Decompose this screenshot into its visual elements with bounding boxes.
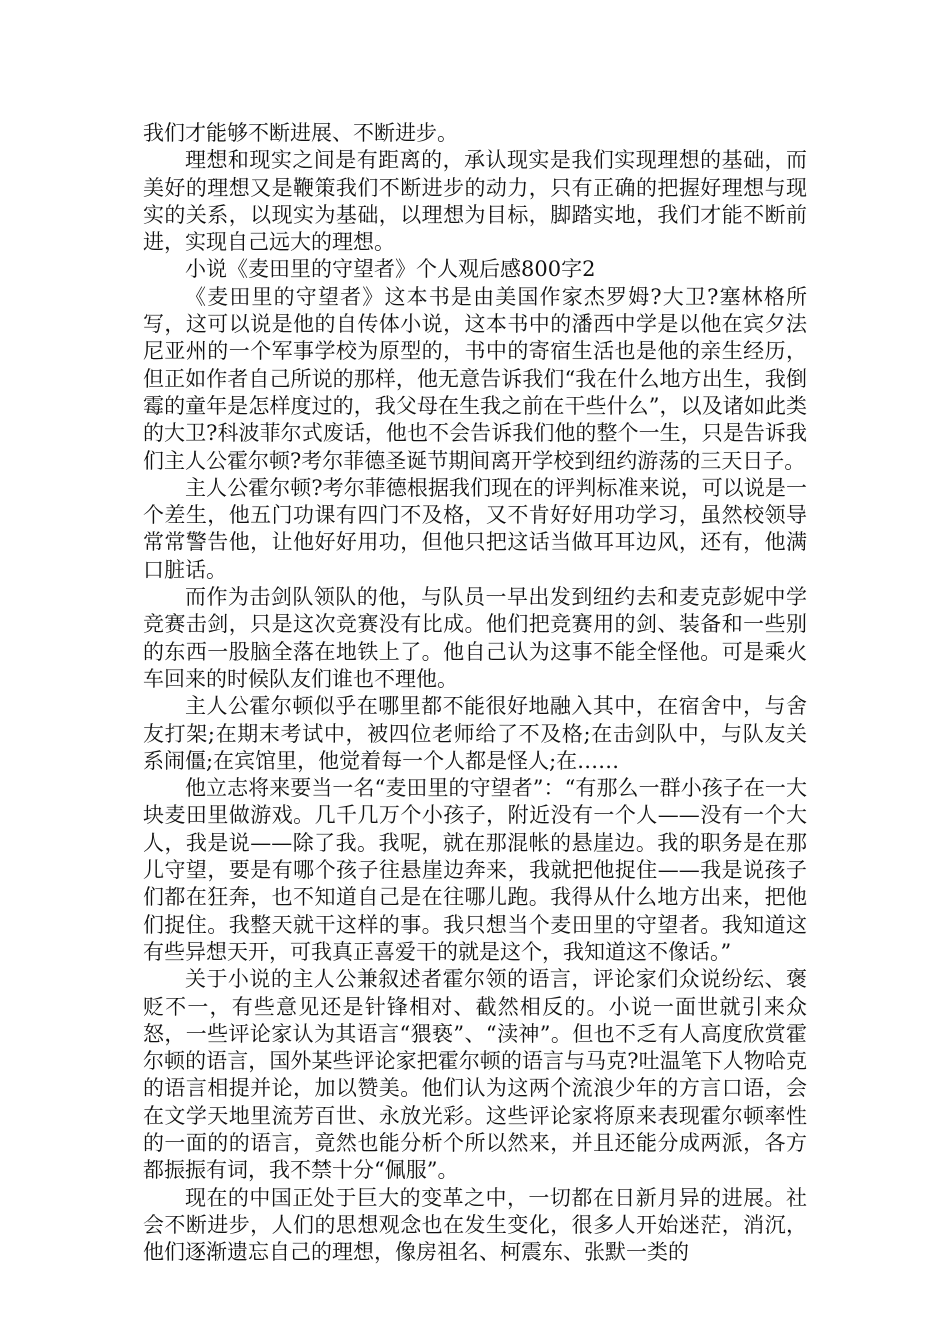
paragraph-fencing-team: 而作为击剑队领队的他，与队员一早出发到纽约去和麦克彭妮中学竞赛击剑，只是这次竞赛没有比成。他们把竞赛用的剑、装备和一些别的东西一股脑全落在地铁上了。他自己认为这事不能全怪他。可是乘火车回来的时候队友们谁也不理他。 [143,585,807,691]
paragraph-continuation: 我们才能够不断进展、不断进步。 [143,121,458,145]
document-body [143,120,807,1266]
paragraph-language-critique: 关于小说的主人公兼叙述者霍尔领的语言，评论家们众说纷纭、褒贬不一，有些意见还是针锋相对、截然相反的。小说一面世就引来众怒，一些评论家认为其语言“猥亵”、“渎神”。但也不乏有人高度欣赏霍尔顿的语言，国外某些评论家把霍尔顿的语言与马克?吐温笔下人物哈克的语言相提并论，加以赞美。他们认为这两个流浪少年的方言口语，会在文学天地里流芳百世、永放光彩。这些评论家将原来表现霍尔顿率性的一面的的语言，竟然也能分析个所以然来，并且还能分成两派，各方都振振有词，我不禁十分“佩服”。 [143,967,807,1183]
paragraph-catcher-quote: 他立志将来要当一名“麦田里的守望者”：“有那么一群小孩子在一大块麦田里做游戏。几千几万个小孩子，附近没有一个人——没有一个大人，我是说——除了我。我呢，就在那混帐的悬崖边。我的职务是在那儿守望，要是有哪个孩子往悬崖边奔来，我就把他捉住——我是说孩子们都在狂奔，也不知道自己是在往哪儿跑。我得从什么地方出来，把他们捉住。我整天就干这样的事。我只想当个麦田里的守望者。我知道这有些异想天开，可我真正喜爱干的就是这个，我知道这不像话。” [143,776,807,964]
paragraph-ideal-reality: 理想和现实之间是有距离的，承认现实是我们实现理想的基础，而美好的理想又是鞭策我们不断进步的动力，只有正确的把握好理想与现实的关系，以现实为基础，以理想为目标，脚踏实地，我们才能不断前进，实现自己远大的理想。 [143,148,807,255]
paragraph-book-intro: 《麦田里的守望者》这本书是由美国作家杰罗姆?大卫?塞林格所写，这可以说是他的自传体小说，这本书中的潘西中学是以他在宾夕法尼亚州的一个军事学校为原型的，书中的寄宿生活也是他的亲生经历，但正如作者自己所说的那样，他无意告诉我们“我在什么地方出生，我倒霉的童年是怎样度过的，我父母在生我之前在干些什么”，以及诸如此类的大卫?科波菲尔式废话，他也不会告诉我们他的整个一生，只是告诉我们主人公霍尔顿?考尔菲德圣诞节期间离开学校到纽约游荡的三天日子。 [143,284,807,473]
section-heading: 小说《麦田里的守望者》个人观后感800字2 [185,257,596,282]
paragraph-fitting-in: 主人公霍尔顿似乎在哪里都不能很好地融入其中，在宿舍中，与舍友打架;在期末考试中，被四位老师给了不及格;在击剑队中，与队友关系闹僵;在宾馆里，他觉着每一个人都是怪人;在…… [143,694,807,773]
paragraph-modern-china: 现在的中国正处于巨大的变革之中，一切都在日新月异的进展。社会不断进步，人们的思想观念也在发生变化，很多人开始迷茫，消沉，他们逐渐遗忘自己的理想，像房祖名、柯震东、张默一类的 [143,1185,807,1265]
paragraph-holden-student: 主人公霍尔顿?考尔菲德根据我们现在的评判标准来说，可以说是一个差生，他五门功课有四门不及格，又不肯好好用功学习，虽然校领导常常警告他，让他好好用功，但他只把这话当做耳耳边风，还有，他满口脏话。 [143,475,807,582]
